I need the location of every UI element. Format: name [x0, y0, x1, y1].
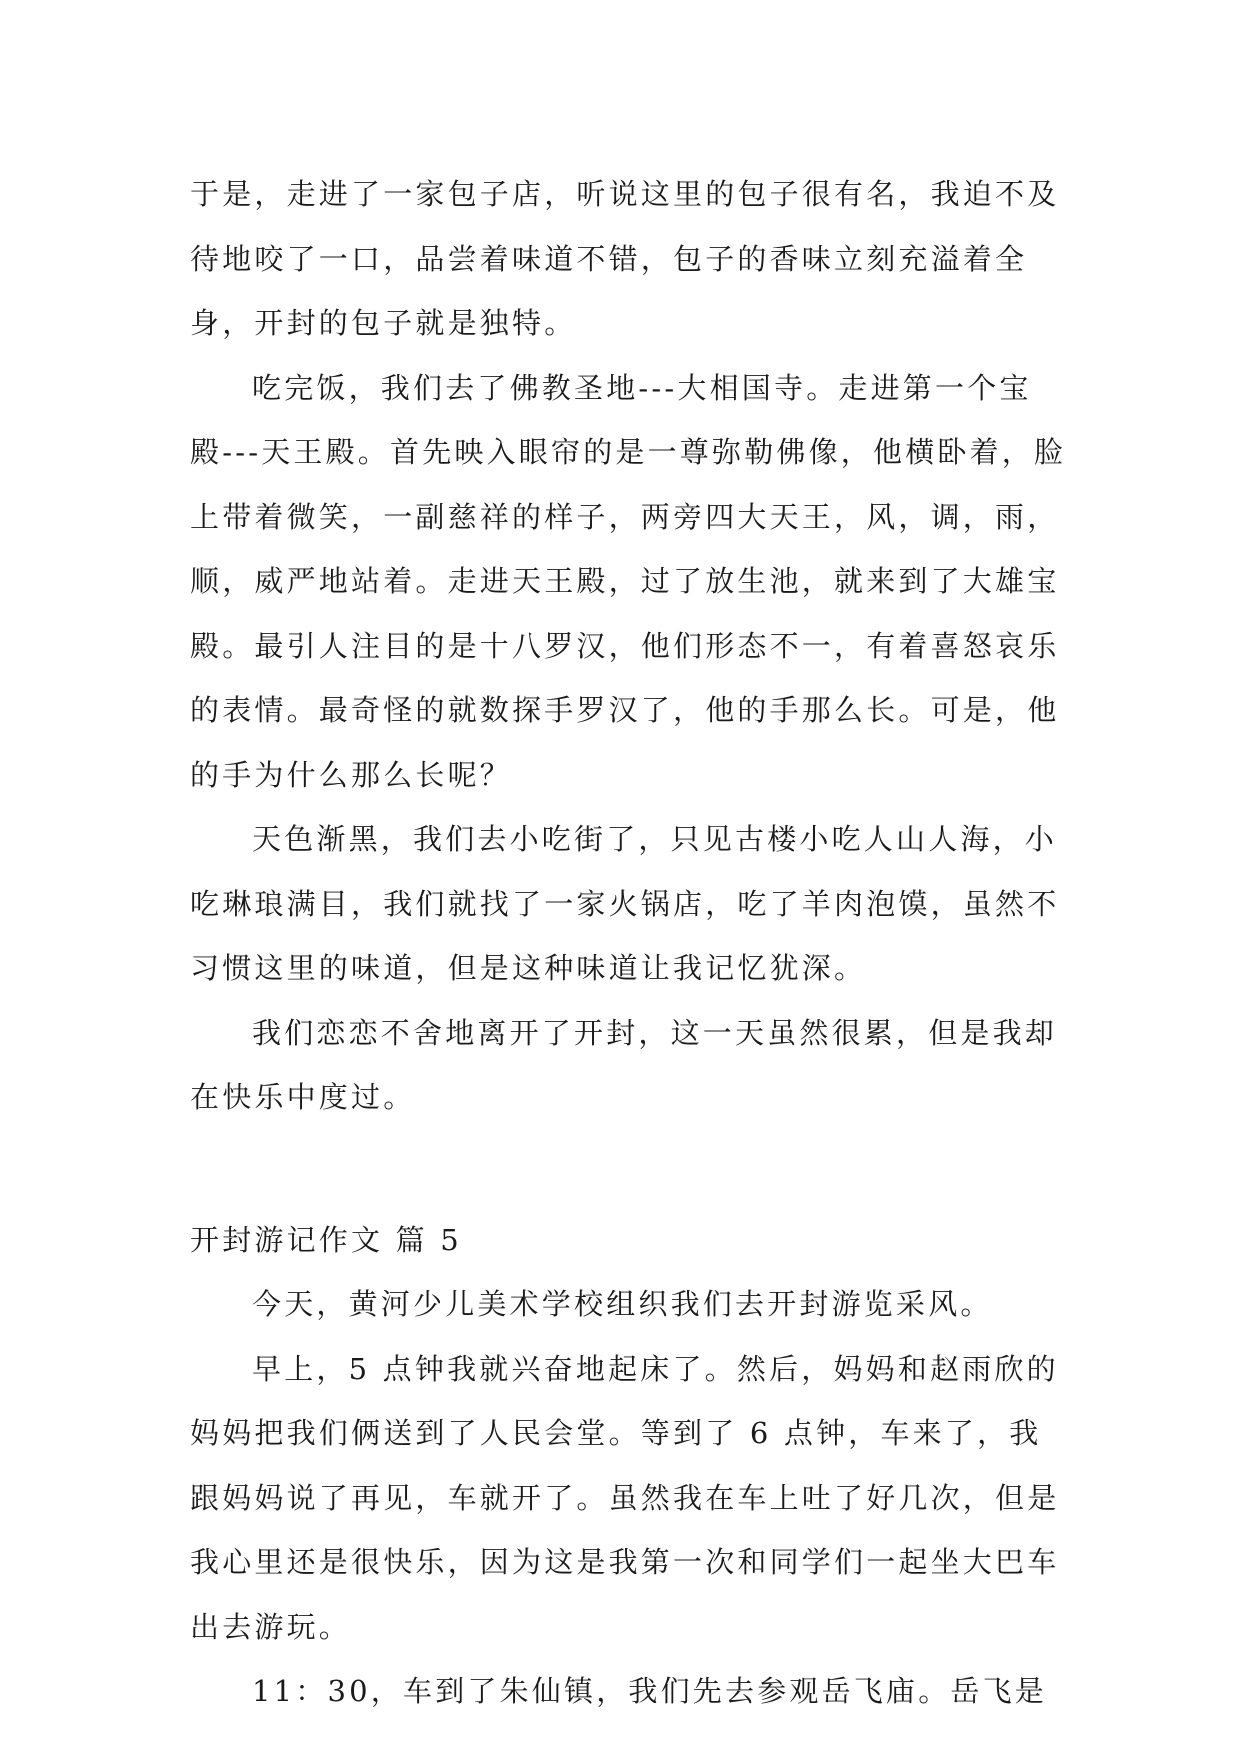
paragraph: 天色渐黑，我们去小吃街了，只见古楼小吃人山人海，小吃琳琅满目，我们就找了一家火锅店，吃了羊肉泡馍，虽然不习惯这里的味道，但是这种味道让我记忆犹深。 [190, 822, 1060, 985]
paragraph: 早上，5 点钟我就兴奋地起床了。然后，妈妈和赵雨欣的妈妈把我们俩送到了人民会堂。等到了 6 点钟，车来了，我跟妈妈说了再见，车就开了。虽然我在车上吐了好几次，但是我心里还是很快乐，因为这是我第一次和同学们一起坐大巴车出去游玩。 [190, 1351, 1060, 1644]
paragraph: 于是，走进了一家包子店，听说这里的包子很有名，我迫不及待地咬了一口，品尝着味道不错，包子的香味立刻充溢着全身，开封的包子就是独特。 [190, 177, 1060, 340]
paragraph: 吃完饭，我们去了佛教圣地---大相国寺。走进第一个宝殿---天王殿。首先映入眼帘的是一尊弥勒佛像，他横卧着，脸上带着微笑，一副慈祥的样子，两旁四大天王，风，调，雨，顺，威严地站着。走进天王殿，过了放生池，就来到了大雄宝殿。最引人注目的是十八罗汉，他们形态不一，有着喜怒哀乐的表情。最奇怪的就数探手罗汉了，他的手那么长。可是，他的手为什么那么长呢？ [190, 370, 1067, 792]
section-heading: 开封游记作文 篇 5 [190, 1222, 462, 1257]
paragraph: 11：30，车到了朱仙镇，我们先去参观岳飞庙。岳飞是 [252, 1674, 1048, 1708]
paragraph: 今天，黄河少儿美术学校组织我们去开封游览采风。 [252, 1287, 993, 1321]
document-body [190, 162, 1070, 1724]
paragraph: 我们恋恋不舍地离开了开封，这一天虽然很累，但是我却在快乐中度过。 [190, 1015, 1058, 1114]
